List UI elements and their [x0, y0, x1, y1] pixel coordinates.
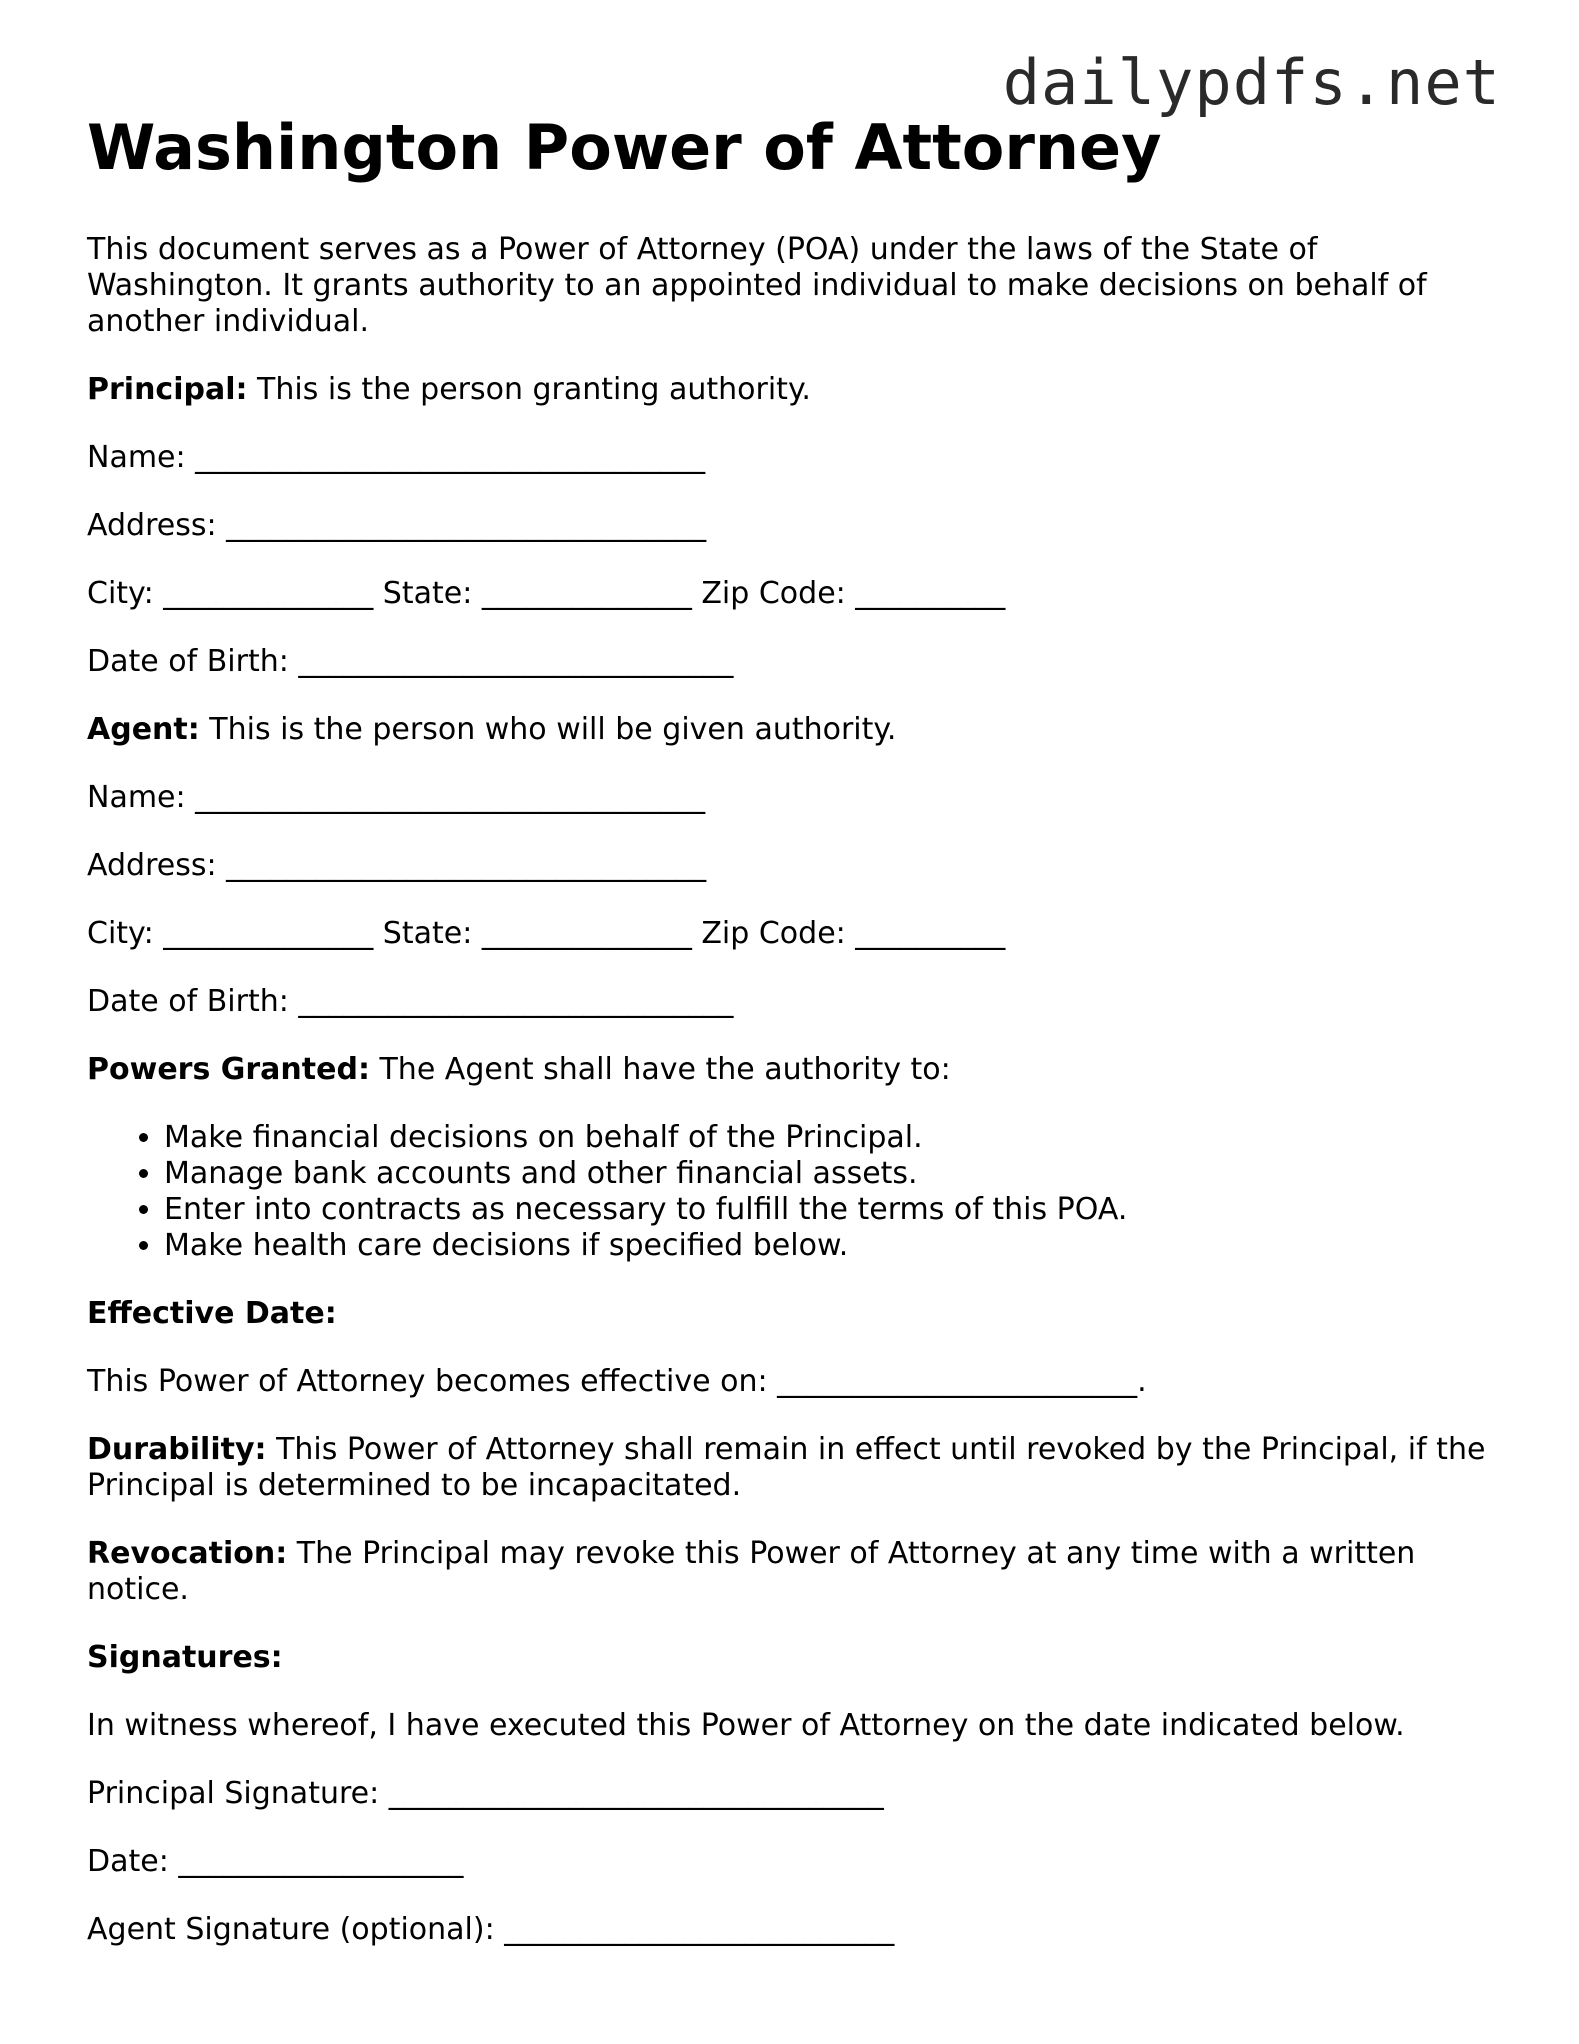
agent-city-state-zip-field[interactable]: City: ______________ State: ______________ Zip Code: __________	[87, 916, 1006, 951]
agent-name-field[interactable]: Name: __________________________________	[87, 780, 706, 815]
signatures-heading	[87, 1640, 1497, 1676]
intro-paragraph: This document serves as a Power of Attorney (POA) under the laws of the State of Washington. It grants authority to an appointed individual to make decisions on behalf of another individual.	[87, 232, 1427, 339]
principal-description: This is the person granting authority.	[247, 372, 811, 407]
revocation-text: The Principal may revoke this Power of Attorney at any time with a written notice.	[87, 1536, 1416, 1607]
agent-label: Agent:	[87, 712, 200, 747]
durability-paragraph	[87, 1432, 1497, 1504]
durability-text: This Power of Attorney shall remain in effect until revoked by the Principal, if the Principal is determined to be incapacitated.	[87, 1432, 1486, 1503]
revocation-label: Revocation:	[87, 1536, 288, 1571]
agent-section-heading	[87, 712, 1497, 748]
principal-signature-field[interactable]: Principal Signature: _________________________________	[87, 1776, 884, 1811]
effective-date-field[interactable]: This Power of Attorney becomes effective on: ________________________.	[87, 1364, 1147, 1399]
document-page	[87, 106, 1497, 1948]
list-item: • Make health care decisions if specified below.	[164, 1228, 1497, 1264]
principal-city-state-zip-field[interactable]: City: ______________ State: ______________ Zip Code: __________	[87, 576, 1006, 611]
principal-label: Principal:	[87, 372, 248, 407]
powers-label: Powers Granted:	[87, 1052, 370, 1087]
effective-date-heading	[87, 1296, 1497, 1332]
revocation-paragraph	[87, 1536, 1497, 1608]
principal-address-field[interactable]: Address: ________________________________	[87, 508, 707, 543]
principal-section-heading	[87, 372, 1497, 408]
durability-label: Durability:	[87, 1432, 267, 1467]
list-item: • Enter into contracts as necessary to fulfill the terms of this POA.	[164, 1192, 1497, 1228]
agent-description: This is the person who will be given authority.	[199, 712, 897, 747]
signature-date-field[interactable]: Date: ___________________	[87, 1844, 464, 1879]
page-title: Washington Power of Attorney	[87, 111, 1162, 184]
agent-dob-field[interactable]: Date of Birth: _____________________________	[87, 984, 734, 1019]
watermark: dailypdfs.net	[1002, 46, 1501, 119]
effective-date-label: Effective Date:	[87, 1296, 337, 1331]
signatures-label: Signatures:	[87, 1640, 283, 1675]
witness-statement: In witness whereof, I have executed this Power of Attorney on the date indicated below.	[87, 1708, 1405, 1743]
agent-address-field[interactable]: Address: ________________________________	[87, 848, 707, 883]
powers-list	[87, 1120, 1497, 1264]
list-item: • Manage bank accounts and other financial assets.	[164, 1156, 1497, 1192]
powers-section-heading	[87, 1052, 1497, 1088]
list-item: • Make financial decisions on behalf of the Principal.	[164, 1120, 1497, 1156]
agent-signature-field[interactable]: Agent Signature (optional): __________________________	[87, 1912, 895, 1947]
principal-dob-field[interactable]: Date of Birth: _____________________________	[87, 644, 734, 679]
powers-description: The Agent shall have the authority to:	[369, 1052, 951, 1087]
principal-name-field[interactable]: Name: __________________________________	[87, 440, 706, 475]
